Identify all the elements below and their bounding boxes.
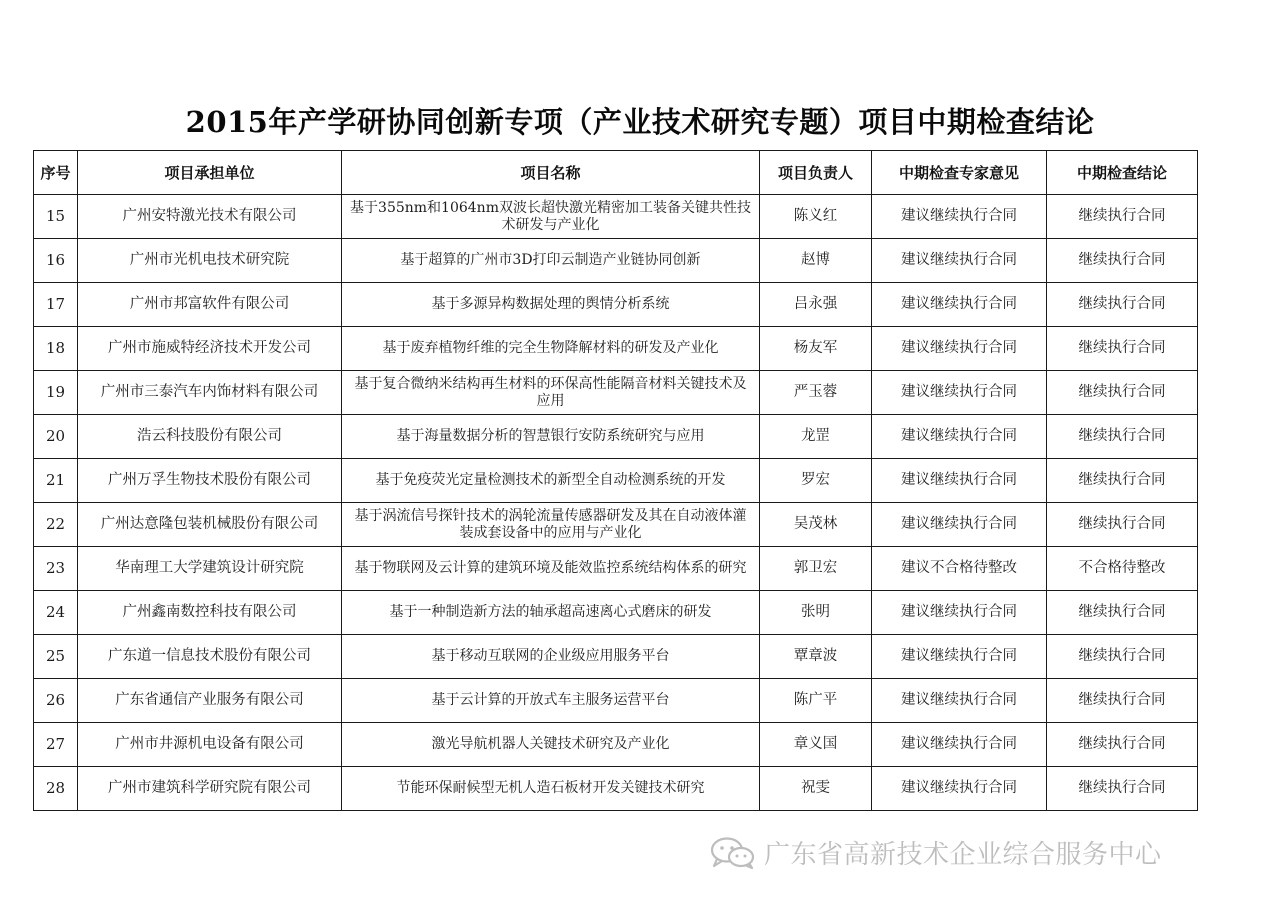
cell-unit: 广州市井源机电设备有限公司 xyxy=(78,723,342,767)
cell-project-name: 基于涡流信号探针技术的涡轮流量传感器研发及其在自动液体灌装成套设备中的应用与产业化 xyxy=(342,503,760,547)
cell-unit: 广州万孚生物技术股份有限公司 xyxy=(78,459,342,503)
cell-seq: 17 xyxy=(34,283,78,327)
table-body xyxy=(34,195,1198,811)
cell-project-name: 基于355nm和1064nm双波长超快激光精密加工装备关键共性技术研发与产业化 xyxy=(342,195,760,239)
cell-expert-opinion: 建议继续执行合同 xyxy=(872,591,1047,635)
cell-conclusion: 继续执行合同 xyxy=(1047,195,1198,239)
cell-project-name: 基于移动互联网的企业级应用服务平台 xyxy=(342,635,760,679)
cell-conclusion: 继续执行合同 xyxy=(1047,679,1198,723)
cell-conclusion: 继续执行合同 xyxy=(1047,239,1198,283)
cell-project-name: 基于海量数据分析的智慧银行安防系统研究与应用 xyxy=(342,415,760,459)
cell-unit: 华南理工大学建筑设计研究院 xyxy=(78,547,342,591)
page-title: 2015年产学研协同创新专项（产业技术研究专题）项目中期检查结论 xyxy=(185,105,1095,139)
cell-project-name: 节能环保耐候型无机人造石板材开发关键技术研究 xyxy=(342,767,760,811)
cell-seq: 25 xyxy=(34,635,78,679)
cell-expert-opinion: 建议继续执行合同 xyxy=(872,327,1047,371)
table-row xyxy=(34,767,1198,811)
cell-conclusion: 继续执行合同 xyxy=(1047,767,1198,811)
cell-unit: 广州安特激光技术有限公司 xyxy=(78,195,342,239)
header-conclusion: 中期检查结论 xyxy=(1047,151,1198,195)
table-row xyxy=(34,195,1198,239)
cell-unit: 广州市光机电技术研究院 xyxy=(78,239,342,283)
cell-unit: 广东省通信产业服务有限公司 xyxy=(78,679,342,723)
cell-seq: 20 xyxy=(34,415,78,459)
cell-expert-opinion: 建议继续执行合同 xyxy=(872,459,1047,503)
cell-unit: 广东道一信息技术股份有限公司 xyxy=(78,635,342,679)
table-row xyxy=(34,679,1198,723)
cell-leader: 龙罡 xyxy=(760,415,872,459)
table-row xyxy=(34,327,1198,371)
cell-leader: 严玉蓉 xyxy=(760,371,872,415)
cell-expert-opinion: 建议继续执行合同 xyxy=(872,635,1047,679)
cell-expert-opinion: 建议继续执行合同 xyxy=(872,195,1047,239)
cell-seq: 23 xyxy=(34,547,78,591)
cell-leader: 陈义红 xyxy=(760,195,872,239)
table-row xyxy=(34,635,1198,679)
table-row xyxy=(34,283,1198,327)
cell-leader: 章义国 xyxy=(760,723,872,767)
cell-project-name: 基于超算的广州市3D打印云制造产业链协同创新 xyxy=(342,239,760,283)
cell-seq: 22 xyxy=(34,503,78,547)
cell-conclusion: 继续执行合同 xyxy=(1047,283,1198,327)
table-row xyxy=(34,415,1198,459)
cell-seq: 21 xyxy=(34,459,78,503)
table-row xyxy=(34,371,1198,415)
cell-unit: 广州市三泰汽车内饰材料有限公司 xyxy=(78,371,342,415)
table-row xyxy=(34,723,1198,767)
cell-leader: 祝雯 xyxy=(760,767,872,811)
cell-seq: 26 xyxy=(34,679,78,723)
cell-conclusion: 继续执行合同 xyxy=(1047,459,1198,503)
cell-conclusion: 继续执行合同 xyxy=(1047,503,1198,547)
watermark xyxy=(708,834,1162,871)
cell-expert-opinion: 建议不合格待整改 xyxy=(872,547,1047,591)
header-opinion: 中期检查专家意见 xyxy=(872,151,1047,195)
cell-expert-opinion: 建议继续执行合同 xyxy=(872,503,1047,547)
watermark-text: 广东省高新技术企业综合服务中心 xyxy=(764,840,1162,870)
cell-expert-opinion: 建议继续执行合同 xyxy=(872,767,1047,811)
result-table xyxy=(33,150,1198,811)
cell-seq: 27 xyxy=(34,723,78,767)
header-leader: 项目负责人 xyxy=(760,151,872,195)
cell-leader: 杨友军 xyxy=(760,327,872,371)
cell-seq: 19 xyxy=(34,371,78,415)
cell-seq: 24 xyxy=(34,591,78,635)
header-unit: 项目承担单位 xyxy=(78,151,342,195)
cell-leader: 吕永强 xyxy=(760,283,872,327)
cell-expert-opinion: 建议继续执行合同 xyxy=(872,283,1047,327)
cell-project-name: 基于云计算的开放式车主服务运营平台 xyxy=(342,679,760,723)
cell-leader: 赵博 xyxy=(760,239,872,283)
cell-seq: 18 xyxy=(34,327,78,371)
cell-unit: 广州市邦富软件有限公司 xyxy=(78,283,342,327)
header-seq: 序号 xyxy=(34,151,78,195)
cell-project-name: 激光导航机器人关键技术研究及产业化 xyxy=(342,723,760,767)
header-name: 项目名称 xyxy=(342,151,760,195)
table-header-row xyxy=(34,151,1198,195)
cell-conclusion: 继续执行合同 xyxy=(1047,635,1198,679)
table-row xyxy=(34,459,1198,503)
cell-conclusion: 继续执行合同 xyxy=(1047,415,1198,459)
cell-unit: 广州达意隆包装机械股份有限公司 xyxy=(78,503,342,547)
cell-unit: 广州市建筑科学研究院有限公司 xyxy=(78,767,342,811)
cell-conclusion: 继续执行合同 xyxy=(1047,591,1198,635)
cell-leader: 罗宏 xyxy=(760,459,872,503)
cell-seq: 28 xyxy=(34,767,78,811)
table-row xyxy=(34,547,1198,591)
table-row xyxy=(34,239,1198,283)
cell-project-name: 基于物联网及云计算的建筑环境及能效监控系统结构体系的研究 xyxy=(342,547,760,591)
cell-leader: 郭卫宏 xyxy=(760,547,872,591)
cell-unit: 广州市施威特经济技术开发公司 xyxy=(78,327,342,371)
cell-expert-opinion: 建议继续执行合同 xyxy=(872,679,1047,723)
cell-project-name: 基于复合微纳米结构再生材料的环保高性能隔音材料关键技术及应用 xyxy=(342,371,760,415)
cell-project-name: 基于废弃植物纤维的完全生物降解材料的研发及产业化 xyxy=(342,327,760,371)
cell-seq: 16 xyxy=(34,239,78,283)
cell-expert-opinion: 建议继续执行合同 xyxy=(872,239,1047,283)
table-row xyxy=(34,503,1198,547)
cell-conclusion: 继续执行合同 xyxy=(1047,723,1198,767)
cell-project-name: 基于免疫荧光定量检测技术的新型全自动检测系统的开发 xyxy=(342,459,760,503)
cell-leader: 陈广平 xyxy=(760,679,872,723)
cell-conclusion: 不合格待整改 xyxy=(1047,547,1198,591)
cell-expert-opinion: 建议继续执行合同 xyxy=(872,723,1047,767)
wechat-icon xyxy=(708,836,758,870)
cell-project-name: 基于多源异构数据处理的舆情分析系统 xyxy=(342,283,760,327)
cell-unit: 广州鑫南数控科技有限公司 xyxy=(78,591,342,635)
cell-leader: 覃章波 xyxy=(760,635,872,679)
table-row xyxy=(34,591,1198,635)
cell-conclusion: 继续执行合同 xyxy=(1047,371,1198,415)
cell-seq: 15 xyxy=(34,195,78,239)
cell-expert-opinion: 建议继续执行合同 xyxy=(872,415,1047,459)
cell-conclusion: 继续执行合同 xyxy=(1047,327,1198,371)
cell-unit: 浩云科技股份有限公司 xyxy=(78,415,342,459)
cell-project-name: 基于一种制造新方法的轴承超高速离心式磨床的研发 xyxy=(342,591,760,635)
cell-leader: 张明 xyxy=(760,591,872,635)
cell-leader: 吴茂林 xyxy=(760,503,872,547)
cell-expert-opinion: 建议继续执行合同 xyxy=(872,371,1047,415)
